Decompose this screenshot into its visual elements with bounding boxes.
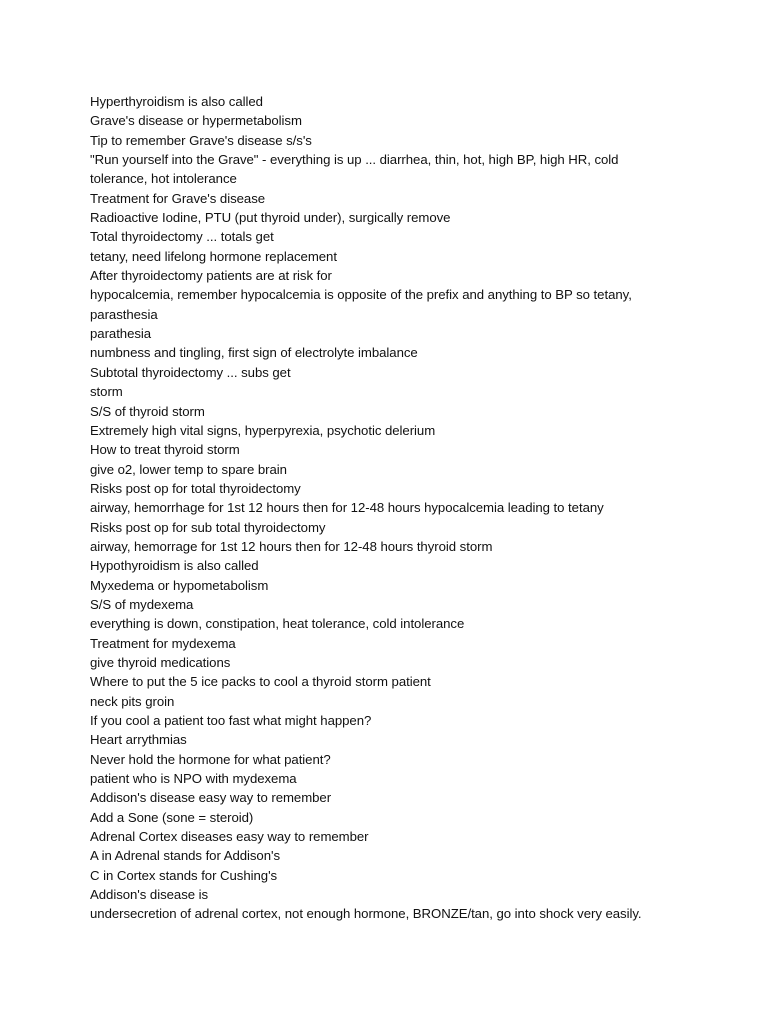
- note-line: Addison's disease is: [90, 887, 209, 903]
- note-line: patient who is NPO with mydexema: [90, 771, 297, 787]
- note-line: How to treat thyroid storm: [90, 442, 240, 458]
- note-line: neck pits groin: [90, 693, 175, 709]
- note-line: Hypothyroidism is also called: [90, 558, 259, 574]
- note-line: Subtotal thyroidectomy ... subs get: [90, 364, 291, 380]
- note-line: undersecretion of adrenal cortex, not enough hormone, BRONZE/tan, go into shock very easily.: [90, 906, 642, 922]
- note-line: Addison's disease easy way to remember: [90, 790, 332, 806]
- note-line: Treatment for mydexema: [90, 635, 236, 651]
- note-line: Risks post op for sub total thyroidectomy: [90, 519, 326, 535]
- note-line: airway, hemorrage for 1st 12 hours then for 12-48 hours thyroid storm: [90, 538, 493, 554]
- note-line: Heart arrythmias: [90, 732, 187, 748]
- note-line: give thyroid medications: [90, 654, 231, 670]
- note-line: Total thyroidectomy ... totals get: [90, 229, 274, 245]
- note-line: Treatment for Grave's disease: [90, 190, 266, 206]
- note-line: Hyperthyroidism is also called: [90, 94, 263, 109]
- note-line: If you cool a patient too fast what might happen?: [90, 713, 372, 728]
- note-line: Myxedema or hypometabolism: [90, 577, 269, 593]
- note-line: storm: [90, 384, 123, 400]
- note-line: give o2, lower temp to spare brain: [90, 461, 287, 477]
- note-line: Grave's disease or hypermetabolism: [90, 113, 302, 129]
- note-line: everything is down, constipation, heat tolerance, cold intolerance: [90, 616, 465, 632]
- note-line: A in Adrenal stands for Addison's: [90, 848, 281, 864]
- note-line: Risks post op for total thyroidectomy: [90, 480, 301, 496]
- note-line: After thyroidectomy patients are at risk for: [90, 268, 332, 284]
- note-line: Radioactive Iodine, PTU (put thyroid under), surgically remove: [90, 210, 451, 226]
- note-line: parasthesia: [90, 306, 158, 322]
- note-line: tolerance, hot intolerance: [90, 171, 237, 187]
- note-line: Tip to remember Grave's disease s/s's: [90, 132, 312, 148]
- note-line: S/S of thyroid storm: [90, 403, 205, 419]
- note-line: airway, hemorrhage for 1st 12 hours then for 12-48 hours hypocalcemia leading to tetany: [90, 500, 604, 516]
- note-line: Extremely high vital signs, hyperpyrexia, psychotic delerium: [90, 422, 436, 438]
- note-line: C in Cortex stands for Cushing's: [90, 867, 278, 883]
- note-line: Adrenal Cortex diseases easy way to remember: [90, 829, 369, 845]
- note-line: Never hold the hormone for what patient?: [90, 751, 331, 767]
- note-line: numbness and tingling, first sign of electrolyte imbalance: [90, 345, 418, 361]
- note-line: "Run yourself into the Grave" - everything is up ... diarrhea, thin, hot, high BP, high HR, cold: [90, 152, 619, 168]
- note-line: S/S of mydexema: [90, 596, 194, 612]
- study-notes-text: [90, 92, 730, 924]
- note-line: hypocalcemia, remember hypocalcemia is opposite of the prefix and anything to BP so tetany,: [90, 287, 632, 303]
- note-line: Where to put the 5 ice packs to cool a thyroid storm patient: [90, 674, 431, 690]
- note-line: Add a Sone (sone = steroid): [90, 809, 254, 825]
- note-line: tetany, need lifelong hormone replacement: [90, 248, 337, 264]
- note-line: parathesia: [90, 326, 152, 342]
